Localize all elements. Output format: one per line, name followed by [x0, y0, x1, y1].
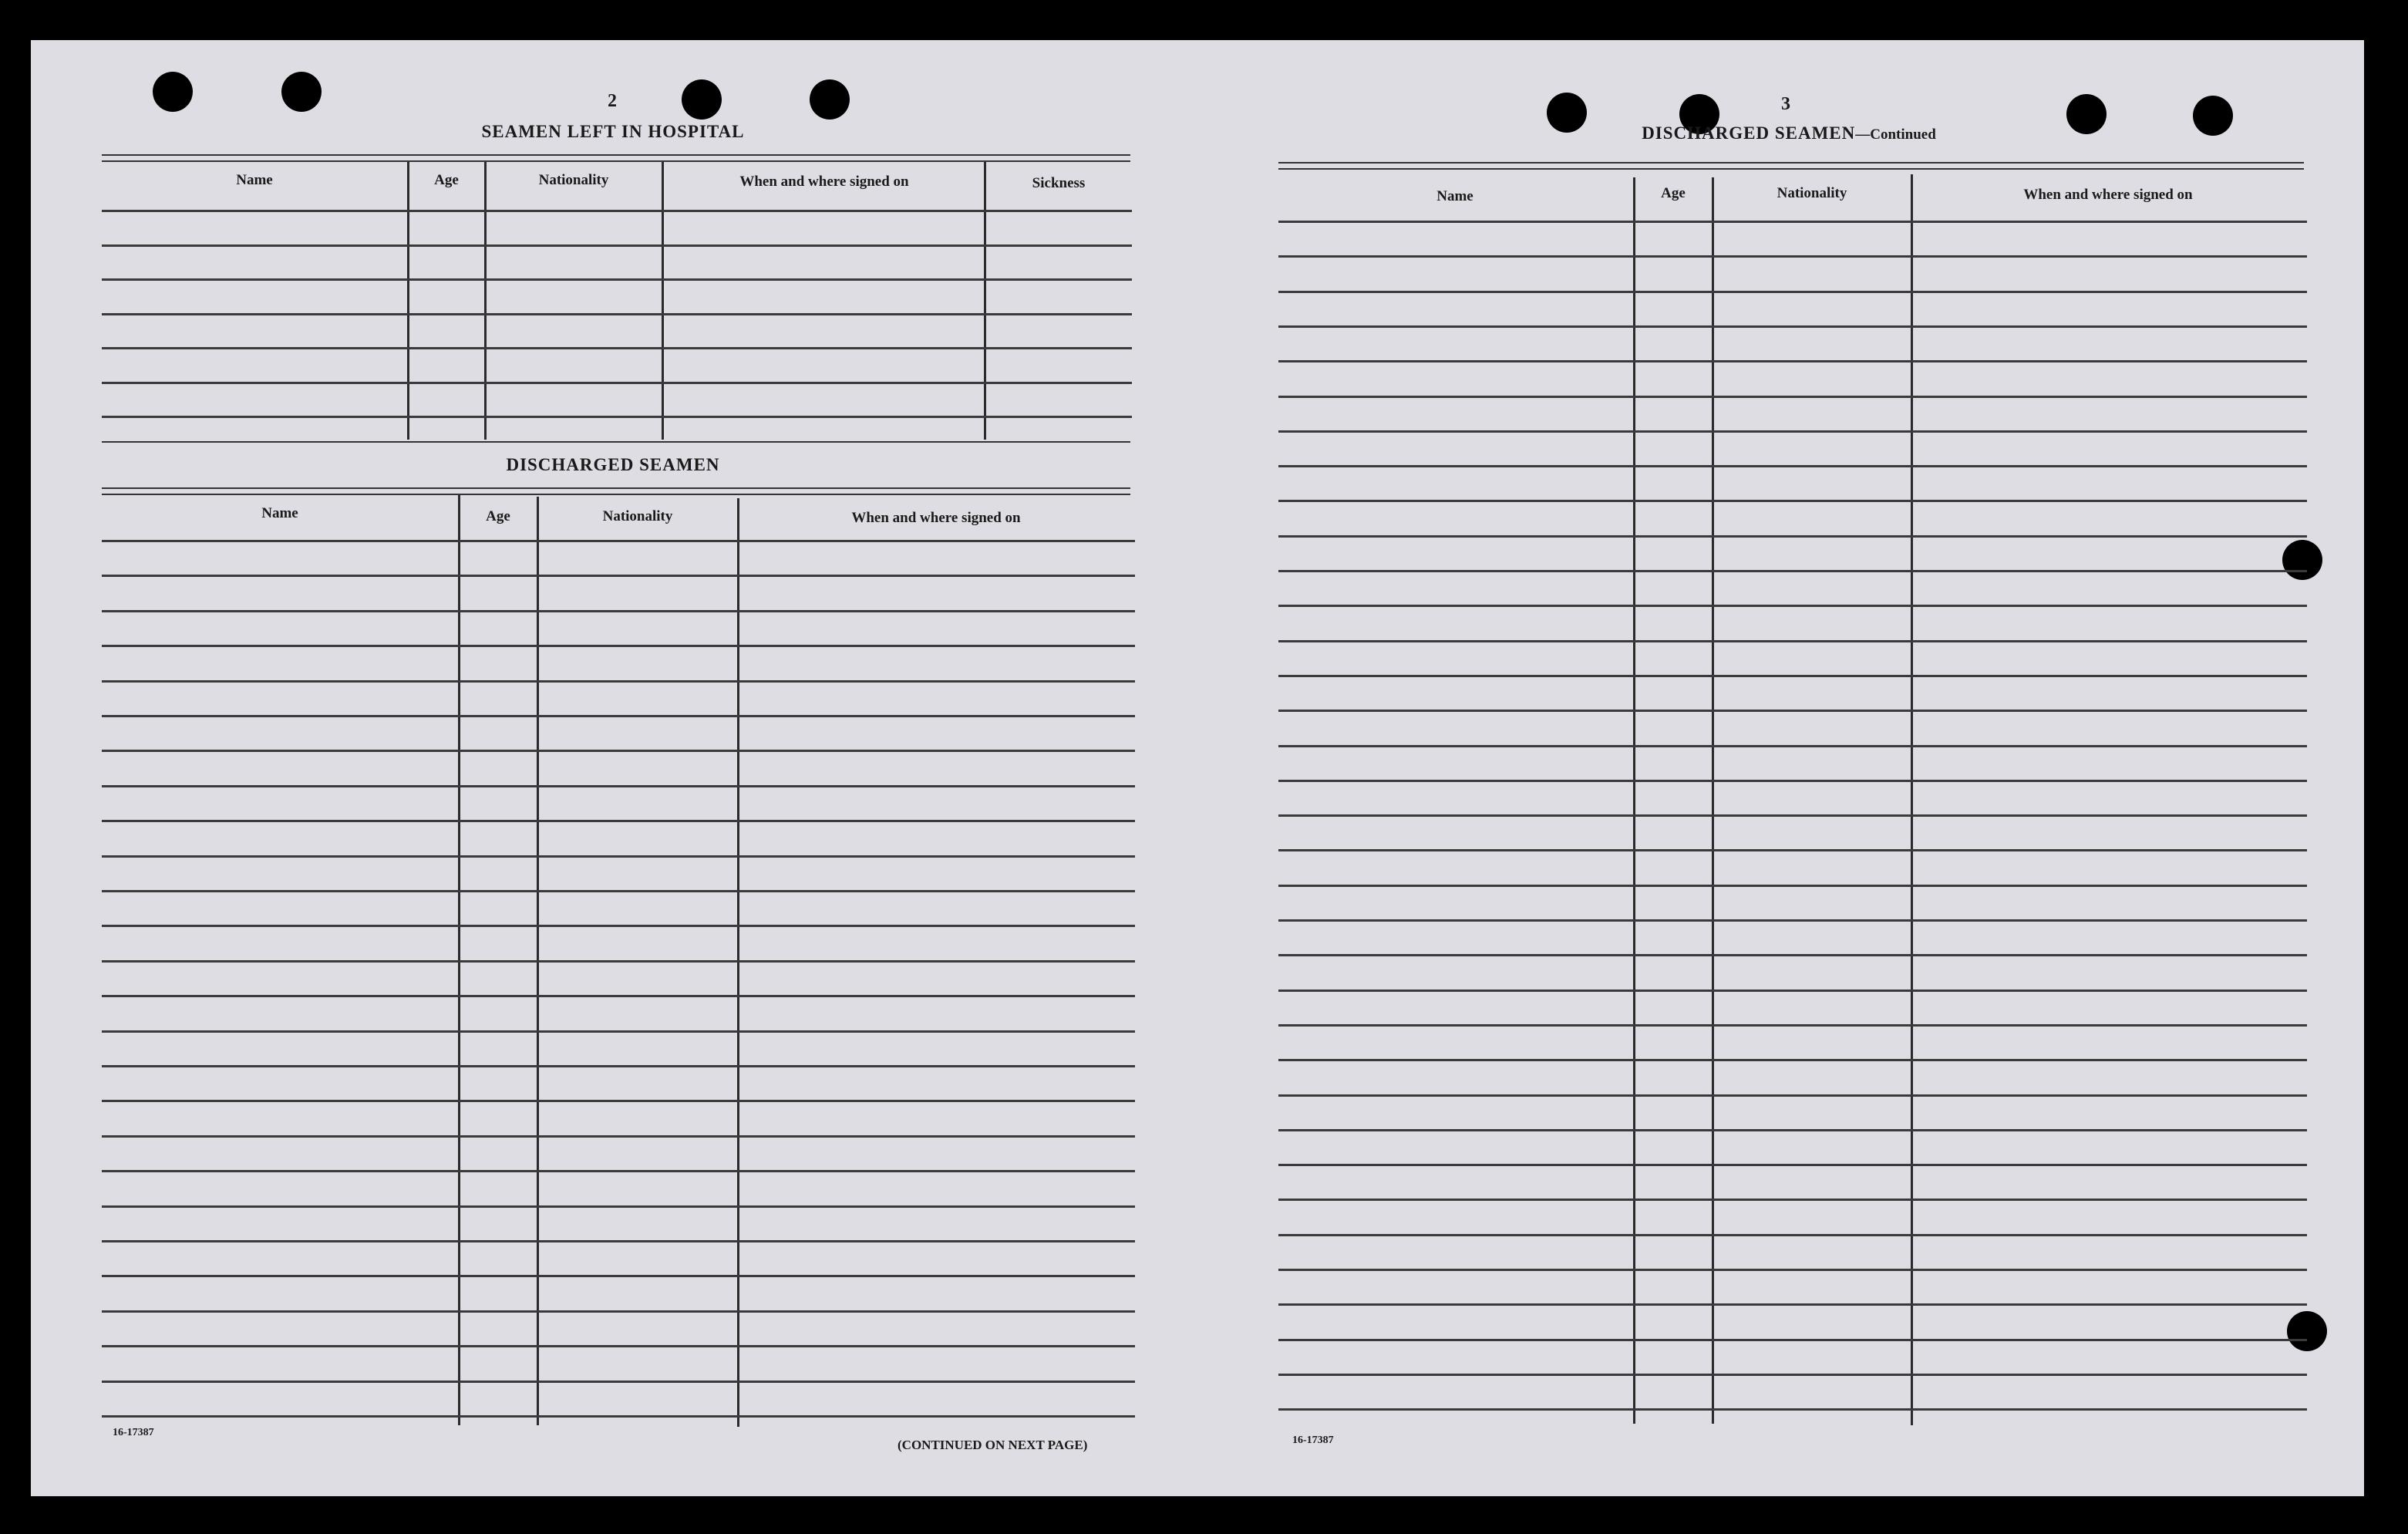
table-row	[102, 1170, 1135, 1172]
table-row	[102, 278, 1132, 281]
table-row	[1278, 710, 2307, 712]
punch-hole	[281, 72, 322, 112]
column-divider	[662, 162, 664, 440]
table-row	[102, 347, 1132, 349]
divider	[102, 494, 1130, 495]
table-row	[102, 820, 1135, 822]
section-title-discharged: DISCHARGED SEAMEN	[506, 455, 720, 474]
column-header-when-where: When and where signed on	[2023, 187, 2193, 203]
table-row	[102, 382, 1132, 384]
table-row	[102, 1135, 1135, 1138]
table-row	[102, 855, 1135, 858]
column-header-nationality: Nationality	[538, 172, 609, 188]
table-row	[1278, 255, 2307, 258]
table-row	[1278, 1408, 2307, 1411]
table-row	[102, 1100, 1135, 1102]
column-header-name: Name	[261, 505, 298, 521]
table-row	[102, 575, 1135, 577]
column-header-nationality: Nationality	[1777, 185, 1847, 201]
table-row	[1278, 1059, 2307, 1061]
punch-hole	[2193, 96, 2233, 136]
table-row	[1278, 1374, 2307, 1376]
column-divider	[1633, 177, 1635, 1424]
table-row	[1278, 1129, 2307, 1131]
title-suffix: —Continued	[1855, 126, 1936, 143]
table-row	[102, 416, 1132, 418]
table-row	[102, 925, 1135, 927]
continued-note: (CONTINUED ON NEXT PAGE)	[898, 1438, 1088, 1452]
table-row	[102, 680, 1135, 683]
table-row	[1278, 675, 2307, 677]
punch-hole	[810, 79, 850, 120]
table-row	[102, 1065, 1135, 1067]
table-row	[1278, 325, 2307, 328]
table-row	[1278, 430, 2307, 433]
table-row	[102, 540, 1135, 542]
section-title-hospital: SEAMEN LEFT IN HOSPITAL	[481, 122, 745, 141]
column-header-name: Name	[236, 172, 273, 188]
table-row	[102, 610, 1135, 612]
table-row	[1278, 919, 2307, 922]
section-title-discharged-continued	[1604, 123, 1974, 143]
table-row	[102, 785, 1135, 787]
table-row	[102, 1275, 1135, 1277]
divider	[102, 487, 1130, 489]
table-row	[1278, 500, 2307, 502]
punch-hole	[2282, 540, 2322, 580]
divider	[1278, 162, 2304, 164]
page-number-left: 2	[608, 91, 617, 111]
table-row	[102, 210, 1132, 212]
table-row	[102, 890, 1135, 892]
column-divider	[407, 162, 409, 440]
table-row	[1278, 780, 2307, 782]
table-row	[102, 1240, 1135, 1242]
document-spread	[31, 40, 2364, 1496]
table-row	[1278, 535, 2307, 538]
punch-hole	[2287, 1311, 2327, 1351]
form-number-right: 16-17387	[1292, 1435, 1334, 1446]
table-row	[1278, 1234, 2307, 1236]
table-row	[1278, 605, 2307, 607]
table-row	[1278, 465, 2307, 467]
column-header-name: Name	[1436, 188, 1473, 204]
table-row	[1278, 1339, 2307, 1341]
table-row	[102, 1345, 1135, 1347]
table-row	[1278, 396, 2307, 398]
table-row	[1278, 1303, 2307, 1306]
table-row	[1278, 1269, 2307, 1271]
punch-hole	[2066, 94, 2107, 134]
table-row	[1278, 221, 2307, 223]
table-row	[1278, 1094, 2307, 1097]
table-row	[1278, 1024, 2307, 1027]
punch-hole	[1547, 93, 1587, 133]
table-row	[1278, 360, 2307, 362]
divider	[102, 160, 1130, 162]
table-row	[1278, 745, 2307, 747]
punch-hole	[682, 79, 722, 120]
table-row	[1278, 954, 2307, 956]
table-row	[1278, 990, 2307, 992]
table-row	[1278, 640, 2307, 642]
table-row	[1278, 1199, 2307, 1201]
table-row	[102, 960, 1135, 963]
table-row	[102, 715, 1135, 717]
table-row	[102, 645, 1135, 647]
table-row	[1278, 814, 2307, 817]
table-row	[102, 1205, 1135, 1208]
divider	[102, 154, 1130, 156]
punch-hole	[153, 72, 193, 112]
column-header-nationality: Nationality	[602, 508, 673, 524]
table-row	[102, 1030, 1135, 1033]
column-header-when-where: When and where signed on	[739, 174, 909, 190]
column-header-age: Age	[486, 508, 510, 524]
table-row	[1278, 885, 2307, 887]
column-header-age: Age	[1661, 185, 1686, 201]
column-divider	[1712, 177, 1714, 1424]
column-header-age: Age	[434, 172, 459, 188]
table-row	[102, 313, 1132, 315]
table-row	[102, 1310, 1135, 1313]
table-row	[1278, 849, 2307, 851]
column-header-when-where: When and where signed on	[851, 510, 1021, 526]
title-main: DISCHARGED SEAMEN	[1642, 123, 1856, 143]
table-row	[1278, 570, 2307, 572]
column-divider	[984, 162, 986, 440]
column-divider	[484, 162, 487, 440]
divider	[102, 441, 1130, 443]
page-number-right: 3	[1781, 94, 1790, 114]
table-row	[102, 1415, 1135, 1418]
table-row	[102, 244, 1132, 247]
table-row	[102, 750, 1135, 752]
table-row	[1278, 1164, 2307, 1166]
column-divider	[737, 498, 739, 1427]
table-row	[1278, 291, 2307, 293]
table-row	[102, 995, 1135, 997]
form-number-left: 16-17387	[113, 1427, 154, 1438]
column-header-sickness: Sickness	[1032, 175, 1086, 191]
table-row	[102, 1381, 1135, 1383]
divider	[1278, 168, 2304, 170]
